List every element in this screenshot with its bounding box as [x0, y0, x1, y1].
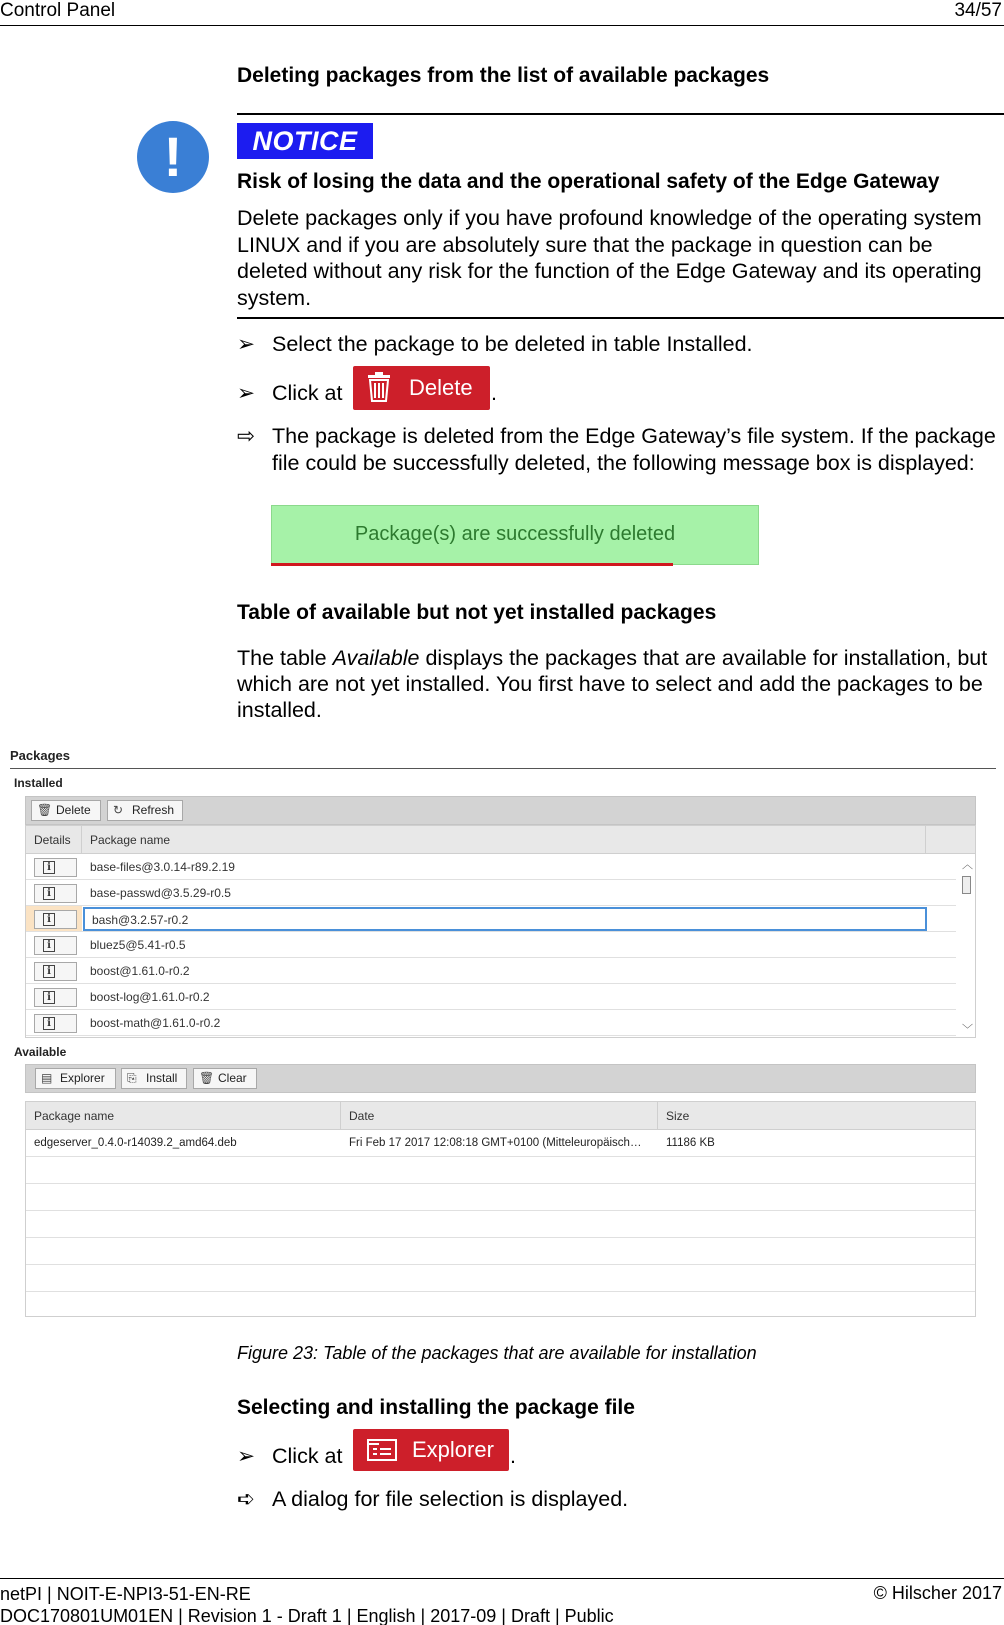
step-text: Select the package to be deleted in table Installed.: [272, 332, 753, 356]
section-heading-install: Selecting and installing the package file: [237, 1396, 635, 1419]
column-header-details[interactable]: Details: [26, 826, 82, 854]
cell-size: 11186 KB: [666, 1137, 715, 1149]
table-row[interactable]: [26, 932, 956, 958]
explorer-button-label: Explorer: [412, 1437, 494, 1462]
notice-title: Risk of losing the data and the operational safety of the Edge Gateway: [237, 170, 940, 193]
notice-bottom-rule: [237, 317, 1004, 319]
details-button[interactable]: [34, 962, 77, 981]
section-heading-available: Table of available but not yet installed packages: [237, 601, 717, 624]
exclamation-icon: !: [137, 121, 209, 193]
trash-icon: 🗑: [37, 803, 53, 817]
footer-divider: [0, 1578, 1004, 1579]
info-icon: i: [43, 887, 55, 900]
details-button[interactable]: [34, 936, 77, 955]
install-icon: ⎘: [127, 1071, 137, 1085]
details-button[interactable]: [34, 858, 77, 877]
column-header-package-name[interactable]: Package name: [26, 1102, 341, 1130]
arrow-marker-icon: ➢: [237, 381, 256, 405]
cell-package-name: bluez5@5.41-r0.5: [90, 938, 186, 952]
clear-button[interactable]: 🗑 Clear: [193, 1068, 257, 1089]
scroll-thumb[interactable]: [962, 876, 971, 894]
step-text-suffix: .: [491, 381, 497, 405]
footer-doc-info: [0, 1583, 614, 1625]
installed-scrollbar[interactable]: [958, 854, 975, 1037]
available-label: Available: [14, 1045, 67, 1059]
notice-label: NOTICE: [237, 123, 373, 159]
delete-button-label: Delete: [409, 375, 473, 400]
folder-list-icon: [367, 1438, 397, 1469]
step-text: Click at: [272, 1444, 343, 1468]
cell-package-name: base-passwd@3.5.29-r0.5: [90, 886, 231, 900]
details-button[interactable]: [34, 1014, 77, 1033]
cell-package-name: boost@1.61.0-r0.2: [90, 964, 190, 978]
table-row[interactable]: [26, 906, 956, 932]
info-icon: i: [43, 913, 55, 926]
notice-top-rule: [237, 113, 1004, 115]
result-arrow-icon: ⇨: [237, 424, 256, 448]
cell-package-name: edgeserver_0.4.0-r14039.2_amd64.deb: [34, 1137, 237, 1149]
delete-button-image: [353, 366, 490, 410]
packages-title: Packages: [10, 748, 70, 763]
explorer-button[interactable]: ▤ Explorer: [35, 1068, 116, 1089]
install-button[interactable]: ⎘ Install: [121, 1068, 187, 1089]
available-table-header: [26, 1102, 975, 1130]
info-icon: i: [43, 939, 55, 952]
step-text-suffix: .: [510, 1444, 516, 1468]
details-button[interactable]: [34, 884, 77, 903]
info-icon: i: [43, 1017, 55, 1030]
packages-screenshot: [10, 742, 996, 1324]
available-table-name: Available: [332, 646, 420, 670]
table-row-empty: [26, 1157, 975, 1184]
details-button[interactable]: [34, 910, 77, 929]
table-row-empty: [26, 1211, 975, 1238]
header-title: Control Panel: [0, 0, 116, 21]
table-row-empty: [26, 1184, 975, 1211]
table-row-empty: [26, 1292, 975, 1319]
result-text: The package is deleted from the Edge Gateway’s file system. If the package file could be successfully deleted, the following message box is displayed:: [272, 424, 996, 475]
table-row-empty: [26, 1265, 975, 1292]
column-header-size[interactable]: Size: [666, 1109, 690, 1123]
header-divider: [0, 25, 1004, 26]
info-icon: i: [43, 965, 55, 978]
step-text: Click at: [272, 381, 343, 405]
table-row[interactable]: [26, 880, 956, 906]
trash-icon: 🗑: [199, 1071, 215, 1085]
result-arrow-icon: ➪: [237, 1487, 256, 1511]
column-header-date[interactable]: Date: [341, 1102, 658, 1130]
refresh-icon: ↻: [113, 803, 124, 817]
footer-line-2: DOC170801UM01EN | Revision 1 - Draft 1 | English | 2017-09 | Draft | Public: [0, 1606, 614, 1625]
arrow-marker-icon: ➢: [237, 332, 256, 356]
footer-copyright: © Hilscher 2017: [873, 1583, 1002, 1603]
column-header-package-name[interactable]: Package name: [82, 826, 926, 854]
explorer-button-image: [353, 1429, 509, 1471]
cell-date: Fri Feb 17 2017 12:08:18 GMT+0100 (Mitteleuropäisch…: [349, 1137, 642, 1149]
info-icon: i: [43, 991, 55, 1004]
success-box-underline: [271, 563, 673, 566]
folder-list-icon: ▤: [41, 1071, 53, 1085]
available-table: [25, 1101, 976, 1317]
refresh-button[interactable]: ↻ Refresh: [107, 800, 183, 821]
info-icon: i: [43, 861, 55, 874]
section-heading-delete: Deleting packages from the list of available packages: [237, 64, 770, 87]
success-message-box: Package(s) are successfully deleted: [271, 505, 759, 565]
available-toolbar: [25, 1064, 976, 1093]
table-row[interactable]: [26, 1130, 975, 1157]
details-button[interactable]: [34, 988, 77, 1007]
trash-icon: [367, 372, 389, 400]
delete-button[interactable]: 🗑 Delete: [31, 800, 101, 821]
table-row[interactable]: [26, 958, 956, 984]
notice-body: Delete packages only if you have profound knowledge of the operating system LINUX and if you are absolutely sure that the package in question can be deleted without any risk for the function of the Edge Gateway and its operating system.: [237, 206, 982, 310]
scroll-down-icon[interactable]: ﹀: [962, 1024, 973, 1036]
table-row[interactable]: [26, 984, 956, 1010]
packages-divider: [10, 768, 996, 769]
cell-package-name: boost-log@1.61.0-r0.2: [90, 990, 210, 1004]
table-row-empty: [26, 1238, 975, 1265]
figure-caption: Figure 23: Table of the packages that are available for installation: [237, 1343, 757, 1363]
installed-table-header: [26, 826, 975, 854]
arrow-marker-icon: ➢: [237, 1444, 256, 1468]
cell-package-name: bash@3.2.57-r0.2: [83, 907, 927, 931]
footer-line-1: netPI | NOIT-E-NPI3-51-EN-RE: [0, 1584, 251, 1604]
available-description: The table Available displays the packages that are available for installation, but which are not yet installed. You first have to select and add the packages to be installed.: [237, 646, 988, 722]
installed-table: [25, 825, 976, 1038]
installed-toolbar: [25, 796, 976, 825]
table-row[interactable]: [26, 854, 956, 880]
page-number: 34/57: [954, 0, 1002, 21]
installed-label: Installed: [14, 776, 63, 790]
cell-package-name: base-files@3.0.14-r89.2.19: [90, 860, 235, 874]
cell-package-name: boost-math@1.61.0-r0.2: [90, 1016, 221, 1030]
result-text: A dialog for file selection is displayed.: [272, 1487, 629, 1511]
scroll-up-icon[interactable]: ︿: [962, 859, 973, 871]
table-row[interactable]: [26, 1010, 956, 1036]
